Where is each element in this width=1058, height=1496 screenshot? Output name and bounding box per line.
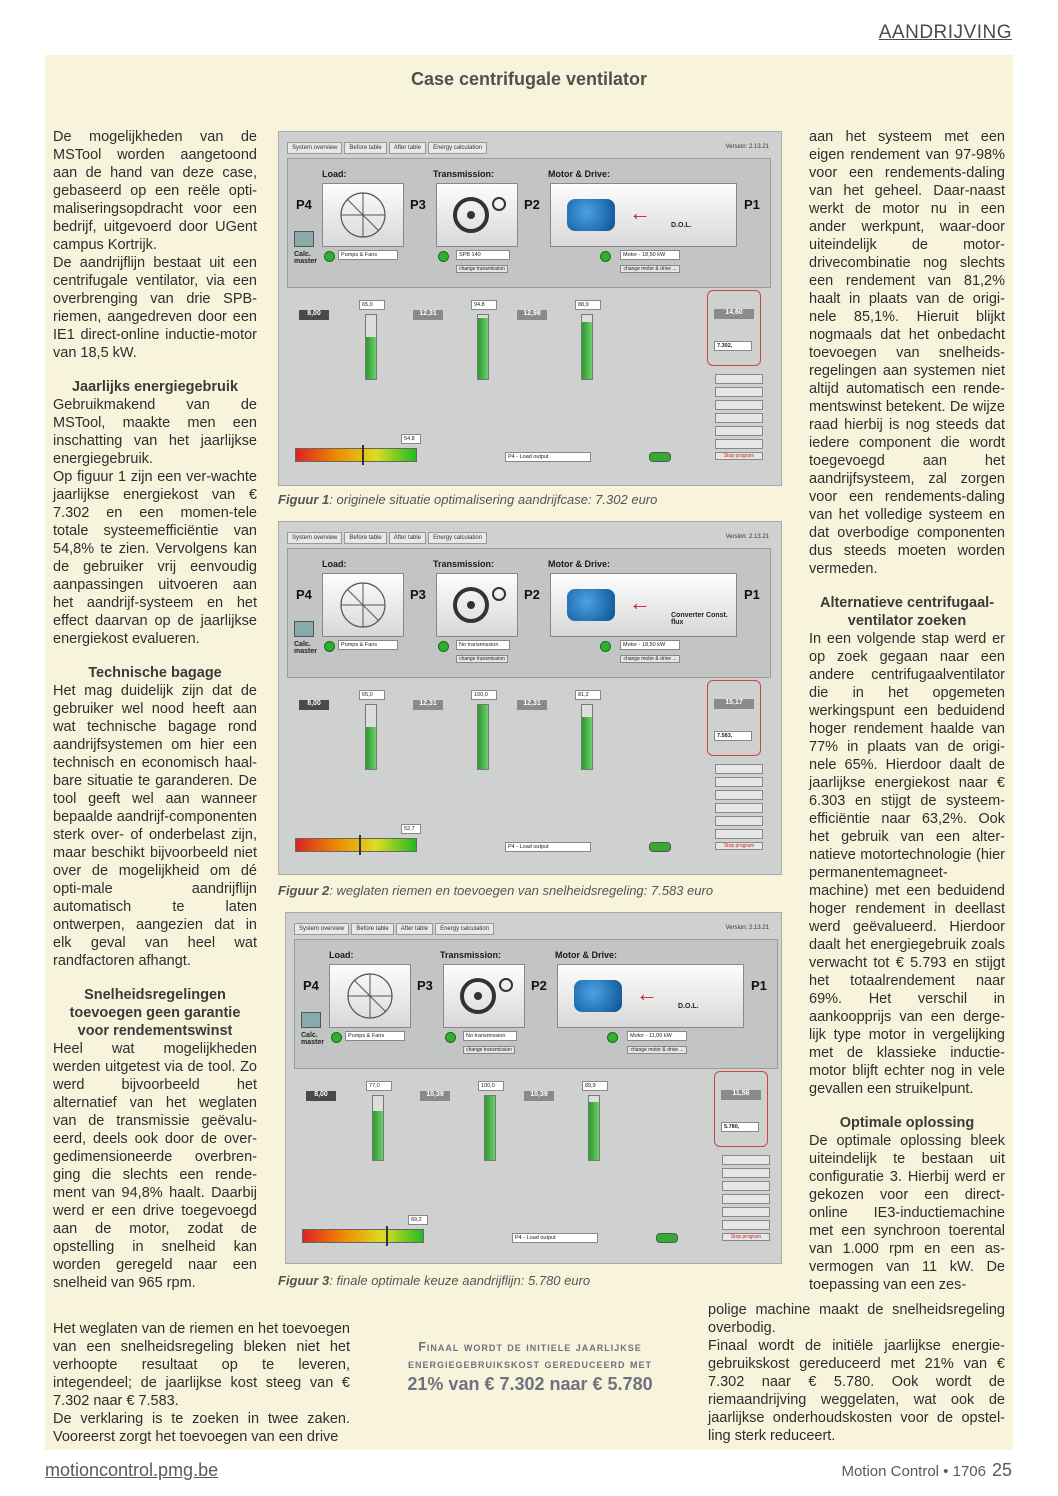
- eta-bar-fill: [485, 1096, 495, 1160]
- paragraph: aan het systeem met een eigen rendement van 97-98% voor een rendements-daling van het geheel. Daar-naast werkt de motor nu in een ander werkpunt, waar-door uiteindelijk de motor-drivecombinatie nog slechts een rendement van 81,2% haalt in plaats van de origi-nele 85,1%. Hieruit blijkt nogmaals dat het onbedacht toevoegen van snelheids-regelingen aan systemen niet altijd automatisch een rende-mentswinst betekent. De wijze raad hierbij is nog steeds dat iedere component die wordt toegevoegd aan het aandrijfsysteem, zal zorgen voor een rendements-daling van het volledige systeem en dat overbodige componenten dus steeds moeten worden vermeden.: [809, 129, 1005, 577]
- annual-cost-field: 7.583,: [714, 731, 752, 741]
- eta-bar-fill: [366, 727, 376, 769]
- eta-load-bar: [365, 314, 377, 380]
- p3-label: P3: [410, 197, 426, 212]
- motor-drive-heading: Motor & Drive:: [555, 950, 618, 960]
- fan-icon: [322, 573, 404, 637]
- pull-quote: [380, 1340, 680, 1395]
- p1-label: P1: [744, 587, 760, 602]
- eta-load-field[interactable]: 65,0: [359, 300, 385, 310]
- eta-bar-fill: [582, 322, 592, 379]
- p2-label: P2: [524, 197, 540, 212]
- caption-label: Figuur 3: [278, 1273, 330, 1288]
- calculator-icon[interactable]: [294, 231, 314, 247]
- efficiency-marker: [359, 835, 361, 855]
- right-column-bottom: [708, 1301, 1005, 1445]
- option-button[interactable]: [715, 764, 763, 774]
- paragraph: De aandrijflijn bestaat uit een centrifugale ventilator, via een overbrenging van drie SPB-riemen, aangedreven door een IE1 direct-online inductie-motor van 18,5 kW.: [53, 255, 257, 361]
- transmission-type-field[interactable]: No transmission: [456, 640, 510, 650]
- motor-icon: [567, 199, 615, 231]
- fan-icon: [329, 964, 411, 1028]
- paragraph: Heel wat mogelijkheden werden uitgetest via de tool. Zo werd bijvoorbeeld het alternatief van het weglaten van de transmissie geëvalu-eerd, deels ook door de over-gedimensioneerde overbren-ging die slechts een rende-ment van 94,8% haalt. Daarbij werd er een drive toegevoegd aan de motor, zodat de opstelling in snelheid kan worden geregeld naar een snelheid van 965 rpm.: [53, 1041, 257, 1291]
- motor-start-label: Converter Const. flux: [671, 612, 728, 626]
- eta-motor-bar: [581, 704, 593, 770]
- total-efficiency-bar: [302, 1229, 424, 1243]
- figure-2-screenshot: [278, 521, 782, 875]
- paragraph: Het weglaten van de riemen en het toevoegen van een snelheidsregeling bleken niet het verhoopte resultaat op te leveren, integendeel; de jaarlijkse kost steeg van € 7.302 naar € 7.583.: [53, 1321, 350, 1409]
- p2-shaft-power: 12,98: [517, 310, 547, 320]
- tab-strip: [287, 532, 487, 544]
- load-heading: Load:: [322, 559, 347, 569]
- paragraph: In een volgende stap werd er op zoek gegaan naar een andere centrifugaalventilator die in het opgemeten werkingspunt een beduidend hoger rendement haalde van 77% in plaats van de origi-nele 65%. Hierdoor daalt de jaarlijkse energiekost naar € 6.303 en stijgt de systeem-efficiëntie naar 63,2%. Ook het gebruik van een alter-natieve motortechnologie (hier permanentemagneet-machine) met een beduidend hoger rendement in deellast werd geëvalueerd. Hierdoor daalt het energiegebruik zoals verwacht tot € 5.793 en stijgt het totaalrendement naar 69%. Het verschil in aankoopprijs van een derge-lijk type motor in vergelijking met de klassieke inductie-motor blijft echter nog in vele gevallen een struikelpunt.: [809, 631, 1005, 1097]
- tab-system-overview[interactable]: System overview: [287, 532, 342, 544]
- eta-load-bar: [365, 704, 377, 770]
- load-type-field[interactable]: Pumps & Fans: [345, 1031, 405, 1041]
- motor-type-field[interactable]: Motor - 18,50 kW: [620, 250, 680, 260]
- p1-input-box: [714, 1071, 768, 1147]
- transmission-icon: [443, 964, 525, 1028]
- stop-program-button[interactable]: Stop program: [722, 1233, 770, 1241]
- efficiency-marker: [386, 1226, 388, 1246]
- eta-bar-fill: [478, 318, 488, 379]
- tab-strip: [287, 142, 487, 154]
- case-title: Case centrifugale ventilator: [410, 69, 648, 89]
- annual-cost-field: 7.302,: [714, 341, 752, 351]
- calc-master-label: Calc. master: [294, 641, 317, 655]
- calculation-master-select[interactable]: P4 - Load output: [512, 1233, 598, 1243]
- fan-icon: [322, 183, 404, 247]
- p4-label: P4: [296, 587, 312, 602]
- p4-label: P4: [296, 197, 312, 212]
- p3-input-power: 12,31: [413, 700, 443, 710]
- tab-energy-calculation[interactable]: Energy calculation: [428, 142, 487, 154]
- caption-text: : originele situatie optimalisering aandrijfcase: 7.302 euro: [329, 492, 658, 507]
- eta-bar-fill: [478, 705, 488, 769]
- tab-strip: [294, 923, 494, 935]
- drive-variant-toggle[interactable]: [649, 452, 671, 462]
- p1-input-power: 15,17: [714, 699, 754, 709]
- change-transmission-button[interactable]: change transmission: [456, 655, 508, 663]
- right-column-top: [809, 128, 1005, 1294]
- subheading: Jaarlijks energiegebruik: [71, 379, 239, 395]
- p1-input-box: [707, 680, 761, 756]
- arrow-left-icon: ←: [629, 590, 651, 615]
- subheading: Snelheidsregelingen toevoegen geen garantie voor rendementswinst: [69, 987, 241, 1039]
- left-column-bottom: [53, 1320, 350, 1446]
- p3-label: P3: [417, 978, 433, 993]
- motor-status-led: [600, 641, 611, 652]
- eta-transmission-bar: [477, 314, 489, 380]
- save-system-setup-button[interactable]: [715, 777, 763, 787]
- eta-transmission-field[interactable]: 100,0: [471, 690, 497, 700]
- stop-program-button[interactable]: Stop program: [715, 452, 763, 460]
- paragraph: De optimale oplossing bleek uiteindelijk te bestaan uit configuratie 3. Hierbij werd er gekozen voor een direct-online IE3-inductiemachine met een synchroon toerental van 1.000 rpm en een as-vermogen van 11 kW. De toepassing van een zes-: [809, 1133, 1005, 1293]
- change-motor-drive-button[interactable]: change motor & drive ...: [620, 655, 680, 663]
- option-button[interactable]: [722, 1155, 770, 1165]
- motor-drive-icon: [557, 964, 744, 1028]
- change-speed-button[interactable]: [722, 1194, 770, 1204]
- total-efficiency-value: 54,8: [401, 434, 421, 444]
- eta-bar-fill: [366, 337, 376, 379]
- figure-3-screenshot: [285, 912, 782, 1264]
- pull-quote-line: energiegebruikskost gereduceerd met: [408, 1357, 652, 1371]
- eta-motor-bar: [581, 314, 593, 380]
- new-dutypoint-button[interactable]: [722, 1207, 770, 1217]
- eta-bar-fill: [582, 717, 592, 769]
- paragraph: Het mag duidelijk zijn dat de gebruiker wel nood heeft aan wat technische bagage rond aandrijfsystemen om hier een technisch en economisch haal-bare situatie te garanderen. De tool geeft wel aan wanneer bepaalde aandrijf-componenten sterk over- of onderbelast zijn, maar beschikt bijvoorbeeld niet over de mogelijkheid om dé opti-male aandrijflijn automatisch te laten ontwerpen, aangezien dat in elk geval van heel wat randfactoren afhangt.: [53, 683, 257, 969]
- figure-3-caption: [278, 1273, 590, 1288]
- eta-bar-fill: [373, 1111, 383, 1160]
- tab-system-overview[interactable]: System overview: [287, 142, 342, 154]
- system-diagram: [287, 548, 771, 678]
- motor-drive-icon: [550, 183, 737, 247]
- load-status-led: [331, 1032, 342, 1043]
- eta-load-field[interactable]: 65,0: [359, 690, 385, 700]
- p2-shaft-power: 12,31: [517, 700, 547, 710]
- tab-system-overview[interactable]: System overview: [294, 923, 349, 935]
- footer-issue: [841, 1460, 1012, 1481]
- load-system-setup-button[interactable]: [715, 790, 763, 800]
- paragraph: polige machine maakt de snelheidsregeling overbodig.: [708, 1302, 1005, 1336]
- transmission-heading: Transmission:: [440, 950, 502, 960]
- left-column-top: [53, 128, 257, 1292]
- eta-transmission-field[interactable]: 94,8: [471, 300, 497, 310]
- start-over-button[interactable]: [715, 439, 763, 449]
- transmission-status-led: [445, 1032, 456, 1043]
- tab-before-table[interactable]: Before table: [344, 532, 386, 544]
- tab-energy-calculation[interactable]: Energy calculation: [435, 923, 494, 935]
- new-dutypoint-button[interactable]: [715, 816, 763, 826]
- calc-master-label: Calc. master: [294, 251, 317, 265]
- transmission-type-field[interactable]: SPB 140: [456, 250, 510, 260]
- caption-label: Figuur 2: [278, 883, 330, 898]
- load-status-led: [324, 641, 335, 652]
- eta-motor-field[interactable]: 81,2: [575, 690, 601, 700]
- pull-quote-line: Finaal wordt de initiele jaarlijkse: [418, 1340, 642, 1354]
- version-label: Version: 2.13.21: [725, 534, 769, 540]
- motor-drive-heading: Motor & Drive:: [548, 559, 611, 569]
- page-number: 25: [991, 1460, 1012, 1480]
- p4-output-power: 8,00: [299, 700, 329, 710]
- eta-motor-field[interactable]: 89,9: [582, 1081, 608, 1091]
- arrow-left-icon: ←: [636, 981, 658, 1006]
- p3-label: P3: [410, 587, 426, 602]
- eta-transmission-bar: [477, 704, 489, 770]
- issue-label: Motion Control • 1706: [841, 1463, 986, 1480]
- load-heading: Load:: [329, 950, 354, 960]
- calculator-icon[interactable]: [301, 1012, 321, 1028]
- total-efficiency-bar: [295, 838, 417, 852]
- version-label: Version: 2.13.21: [725, 144, 769, 150]
- p3-input-power: 12,31: [413, 310, 443, 320]
- footer-site-link[interactable]: motioncontrol.pmg.be: [45, 1460, 219, 1480]
- total-efficiency-bar: [295, 448, 417, 462]
- calculation-master-select[interactable]: P4 - Load output: [505, 842, 591, 852]
- eta-transmission-field[interactable]: 100,0: [478, 1081, 504, 1091]
- save-system-setup-button[interactable]: [715, 387, 763, 397]
- load-status-led: [324, 251, 335, 262]
- subheading: Technische bagage: [88, 665, 222, 681]
- load-system-setup-button[interactable]: [715, 400, 763, 410]
- calculator-icon[interactable]: [294, 621, 314, 637]
- tab-energy-calculation[interactable]: Energy calculation: [428, 532, 487, 544]
- eta-bar-fill: [589, 1102, 599, 1160]
- stop-program-button[interactable]: Stop program: [715, 842, 763, 850]
- subheading: Alternatieve centrifugaal-ventilator zoeken: [819, 595, 995, 629]
- eta-transmission-bar: [484, 1095, 496, 1161]
- motor-icon: [567, 589, 615, 621]
- load-type-field[interactable]: Pumps & Fans: [338, 250, 398, 260]
- eta-load-bar: [372, 1095, 384, 1161]
- paragraph: Finaal wordt de initiële jaarlijkse energie-gebruikskost gereduceerd met 21% van € 7.302 naar € 5.780. Ook wordt de riemaandrijving weggelaten, wat ook de jaarlijkse onderhoudskosten voor de opstel-ling sterk reduceert.: [708, 1338, 1005, 1444]
- caption-label: Figuur 1: [278, 492, 330, 507]
- eta-motor-field[interactable]: 88,9: [575, 300, 601, 310]
- paragraph: De verklaring is te zoeken in twee zaken. Vooreerst zorgt het toevoegen van een drive: [53, 1411, 350, 1445]
- p4-output-power: 8,00: [306, 1091, 336, 1101]
- transmission-status-led: [438, 641, 449, 652]
- p3-input-power: 10,39: [420, 1091, 450, 1101]
- transmission-heading: Transmission:: [433, 559, 495, 569]
- subheading: Optimale oplossing: [839, 1115, 975, 1131]
- motor-type-field[interactable]: Motor - 18,50 kW: [620, 640, 680, 650]
- section-tag: AANDRIJVING: [878, 22, 1012, 43]
- tab-after-table[interactable]: After table: [389, 142, 426, 154]
- transmission-type-field[interactable]: No transmission: [463, 1031, 517, 1041]
- annual-cost-field: 5.780,: [721, 1122, 759, 1132]
- calc-master-label: Calc. master: [301, 1032, 324, 1046]
- change-transmission-button[interactable]: change transmission: [456, 265, 508, 273]
- p4-label: P4: [303, 978, 319, 993]
- drive-variant-toggle[interactable]: [656, 1233, 678, 1243]
- transmission-icon: [436, 573, 518, 637]
- efficiency-marker: [362, 445, 364, 465]
- motor-start-label: D.O.L.: [671, 222, 692, 229]
- p2-shaft-power: 10,39: [524, 1091, 554, 1101]
- start-over-button[interactable]: [722, 1220, 770, 1230]
- p1-input-power: 11,56: [721, 1090, 761, 1100]
- caption-text: : weglaten riemen en toevoegen van snelheidsregeling: 7.583 euro: [329, 883, 714, 898]
- version-label: Version: 2.13.21: [725, 925, 769, 931]
- figure-1-screenshot: [278, 131, 782, 486]
- new-dutypoint-button[interactable]: [715, 426, 763, 436]
- change-motor-drive-button[interactable]: change motor & drive ...: [627, 1046, 687, 1054]
- motor-drive-heading: Motor & Drive:: [548, 169, 611, 179]
- p2-label: P2: [524, 587, 540, 602]
- motor-icon: [574, 980, 622, 1012]
- motor-status-led: [600, 251, 611, 262]
- save-system-setup-button[interactable]: [722, 1168, 770, 1178]
- change-transmission-button[interactable]: change transmission: [463, 1046, 515, 1054]
- calculation-master-select[interactable]: P4 - Load output: [505, 452, 591, 462]
- start-over-button[interactable]: [715, 829, 763, 839]
- motor-start-label: D.O.L.: [678, 1003, 699, 1010]
- change-motor-drive-button[interactable]: change motor & drive ...: [620, 265, 680, 273]
- paragraph: Op figuur 1 zijn een ver-wachte jaarlijkse energiekost van € 7.302 en een momen-tele totale systeemefficiëntie van 54,8% te zien. Vervolgens kan de gebruiker vrij eenvoudig aanpassingen uitvoeren aan het aandrijf-systeem en het effect daarvan op de jaarlijkse energiekost evalueren.: [53, 469, 257, 647]
- p2-label: P2: [531, 978, 547, 993]
- change-speed-button[interactable]: [715, 803, 763, 813]
- arrow-left-icon: ←: [629, 200, 651, 225]
- tab-after-table[interactable]: After table: [396, 923, 433, 935]
- tab-before-table[interactable]: Before table: [351, 923, 393, 935]
- paragraph: De mogelijkheden van de MSTool worden aangetoond aan de hand van deze case, gebaseerd op een reële opti-maliseringsopdracht voor een bedrijf, uitgevoerd door UGent campus Kortrijk.: [53, 129, 257, 253]
- load-heading: Load:: [322, 169, 347, 179]
- p4-output-power: 8,00: [299, 310, 329, 320]
- option-button[interactable]: [715, 374, 763, 384]
- tab-before-table[interactable]: Before table: [344, 142, 386, 154]
- change-speed-button[interactable]: [715, 413, 763, 423]
- total-efficiency-value: 52,7: [401, 824, 421, 834]
- eta-load-field[interactable]: 77,0: [366, 1081, 392, 1091]
- pull-quote-highlight: 21% van € 7.302 naar € 5.780: [407, 1374, 653, 1394]
- p1-label: P1: [744, 197, 760, 212]
- p1-label: P1: [751, 978, 767, 993]
- transmission-heading: Transmission:: [433, 169, 495, 179]
- p1-input-power: 14,60: [714, 309, 754, 319]
- motor-type-field[interactable]: Motor - 11,00 kW: [627, 1031, 687, 1041]
- motor-drive-icon: [550, 573, 737, 637]
- system-diagram: [294, 939, 778, 1069]
- caption-text: : finale optimale keuze aandrijflijn: 5.780 euro: [329, 1273, 591, 1288]
- figure-1-caption: [278, 492, 657, 507]
- total-efficiency-value: 69,2: [408, 1215, 428, 1225]
- motor-status-led: [607, 1032, 618, 1043]
- system-diagram: [287, 158, 771, 288]
- load-system-setup-button[interactable]: [722, 1181, 770, 1191]
- drive-variant-toggle[interactable]: [649, 842, 671, 852]
- p1-input-box: [707, 290, 761, 366]
- transmission-icon: [436, 183, 518, 247]
- load-type-field[interactable]: Pumps & Fans: [338, 640, 398, 650]
- transmission-status-led: [438, 251, 449, 262]
- eta-motor-bar: [588, 1095, 600, 1161]
- figure-2-caption: [278, 883, 713, 898]
- paragraph: Gebruikmakend van de MSTool, maakte men een inschatting van het jaarlijkse energiegebruik.: [53, 397, 257, 467]
- tab-after-table[interactable]: After table: [389, 532, 426, 544]
